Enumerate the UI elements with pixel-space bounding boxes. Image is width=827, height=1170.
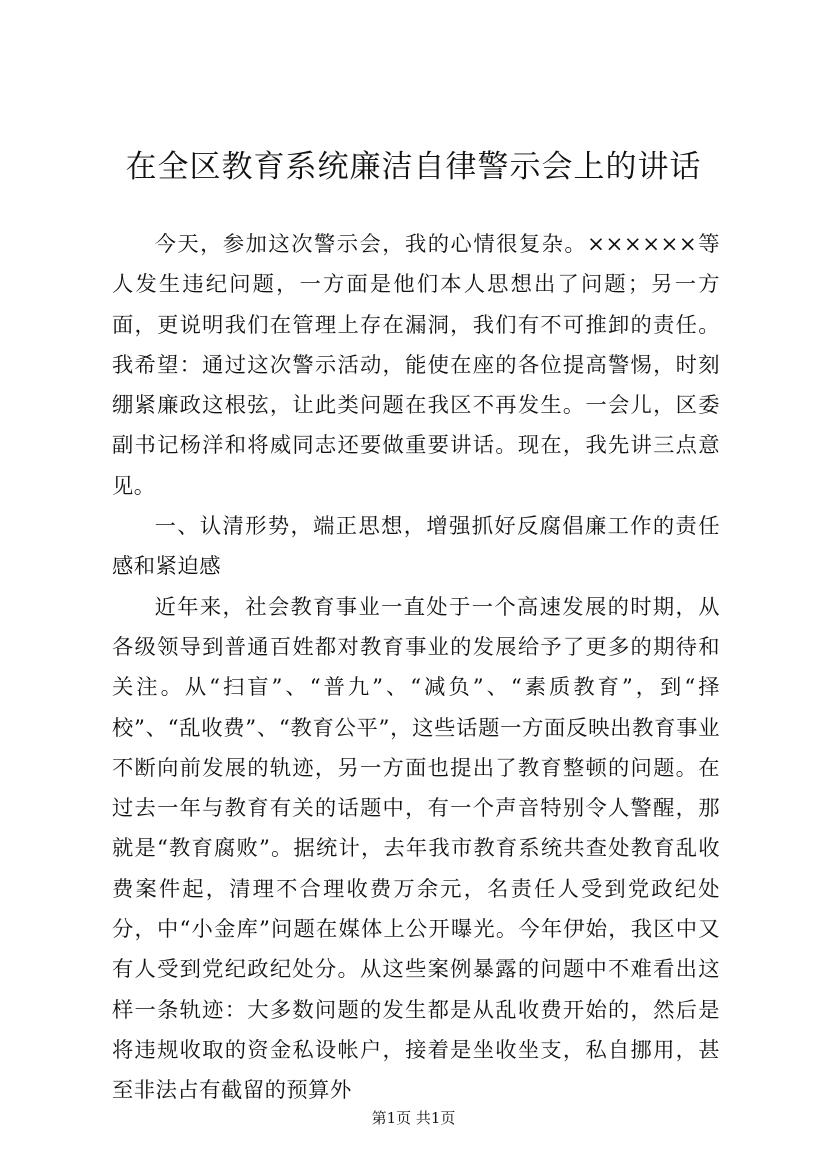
- section-heading-one: 一、认清形势，端正思想，增强抓好反腐倡廉工作的责任感和紧迫感: [112, 514, 720, 580]
- document-title: 在全区教育系统廉洁自律警示会上的讲话: [125, 149, 702, 185]
- document-body: [112, 225, 720, 1112]
- paragraph-opening: 今天，参加这次警示会，我的心情很复杂。××××××等人发生违纪问题，一方面是他们本人思想出了问题；另一方面，更说明我们在管理上存在漏洞，我们有不可推卸的责任。我希望：通过这次警示活动，能使在座的各位提高警惕，时刻绷紧廉政这根弦，让此类问题在我区不再发生。一会儿，区委副书记杨洋和将威同志还要做重要讲话。现在，我先讲三点意见。: [112, 232, 720, 499]
- paragraph-section-one: 近年来，社会教育事业一直处于一个高速发展的时期，从各级领导到普通百姓都对教育事业的发展给予了更多的期待和关注。从“扫盲”、“普九”、“减负”、“素质教育”，到“择校”、“乱收费”、“教育公平”，这些话题一方面反映出教育事业不断向前发展的轨迹，另一方面也提出了教育整顿的问题。在过去一年与教育有关的话题中，有一个声音特别令人警醒，那就是“教育腐败”。据统计，去年我市教育系统共查处教育乱收费案件起，清理不合理收费万余元，名责任人受到党政纪处分，中“小金库”问题在媒体上公开曝光。今年伊始，我区中又有人受到党纪政纪处分。从这些案例暴露的问题中不难看出这样一条轨迹：大多数问题的发生都是从乱收费开始的，然后是将违规收取的资金私设帐户，接着是坐收坐支，私自挪用，甚至非法占有截留的预算外: [112, 594, 720, 1104]
- page-footer: 第1页 共1页: [371, 1109, 456, 1127]
